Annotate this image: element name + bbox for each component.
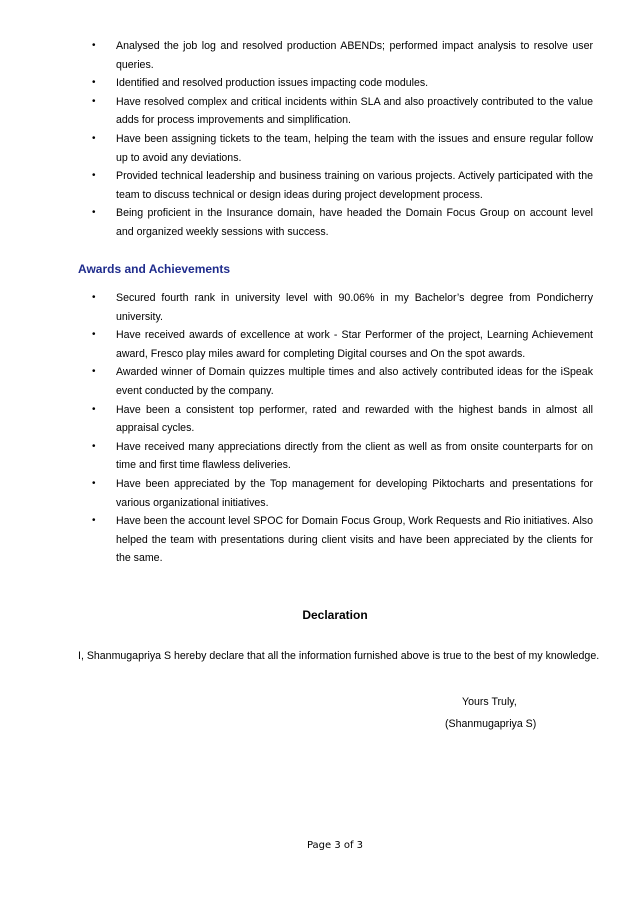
list-item: • Secured fourth rank in university level with 90.06% in my Bachelor’s degree from Pondicherry university. xyxy=(92,289,593,326)
bullet-icon: • xyxy=(92,477,96,489)
list-item: • Awarded winner of Domain quizzes multiple times and also actively contributed ideas for the iSpeak event conducted by the company. xyxy=(92,363,593,400)
bullet-icon: • xyxy=(92,170,96,182)
declaration-heading: Declaration xyxy=(302,608,368,622)
closing-salutation: Yours Truly, xyxy=(462,696,517,708)
bullet-icon: • xyxy=(92,40,96,51)
bullet-icon: • xyxy=(92,440,96,452)
bullet-icon: • xyxy=(92,77,96,89)
bullet-icon: • xyxy=(92,95,96,107)
list-item: • Have resolved complex and critical incidents within SLA and also proactively contributed to the value adds for process improvements and simplification. xyxy=(92,93,593,130)
bullet-icon: • xyxy=(92,515,96,527)
list-item: • Identified and resolved production issues impacting code modules. xyxy=(92,74,593,93)
list-item: • Have been a consistent top performer, rated and rewarded with the highest bands in almost all appraisal cycles. xyxy=(92,401,593,438)
bullet-icon: • xyxy=(92,403,96,415)
signature-name: (Shanmugapriya S) xyxy=(445,718,537,730)
list-item: • Analysed the job log and resolved production ABENDs; performed impact analysis to resolve user queries. xyxy=(92,37,593,74)
bullet-icon: • xyxy=(92,292,96,303)
bullet-icon: • xyxy=(92,132,96,144)
awards-heading: Awards and Achievements xyxy=(78,262,231,276)
page-number: Page 3 of 3 xyxy=(306,840,364,851)
list-item: • Provided technical leadership and business training on various projects. Actively participated with the team to discuss technical or design ideas during project development process. xyxy=(92,167,593,204)
declaration-text: I, Shanmugapriya S hereby declare that all the information furnished above is true to the best of my knowledge. xyxy=(78,650,600,662)
list-item: • Have received many appreciations directly from the client as well as from onsite counterparts for on time and first time flawless deliveries. xyxy=(92,438,593,475)
list-item: • Have received awards of excellence at work - Star Performer of the project, Learning Achievement award, Fresco play miles award for completing Digital courses and On the spot awards. xyxy=(92,326,593,363)
list-item: • Have been the account level SPOC for Domain Focus Group, Work Requests and Rio initiatives. Also helped the team with presentations during client visits and have been appreciated by the clients for the same. xyxy=(92,512,593,568)
experience-bullet-list xyxy=(92,37,593,242)
list-item: • Being proficient in the Insurance domain, have headed the Domain Focus Group on account level and organized weekly sessions with success. xyxy=(92,204,593,241)
bullet-icon: • xyxy=(92,207,96,219)
bullet-icon: • xyxy=(92,366,96,378)
bullet-icon: • xyxy=(92,329,96,341)
awards-bullet-list xyxy=(92,289,593,568)
list-item: • Have been appreciated by the Top management for developing Piktocharts and presentations for various organizational initiatives. xyxy=(92,475,593,512)
list-item: • Have been assigning tickets to the team, helping the team with the issues and ensure regular follow up to avoid any deviations. xyxy=(92,130,593,167)
